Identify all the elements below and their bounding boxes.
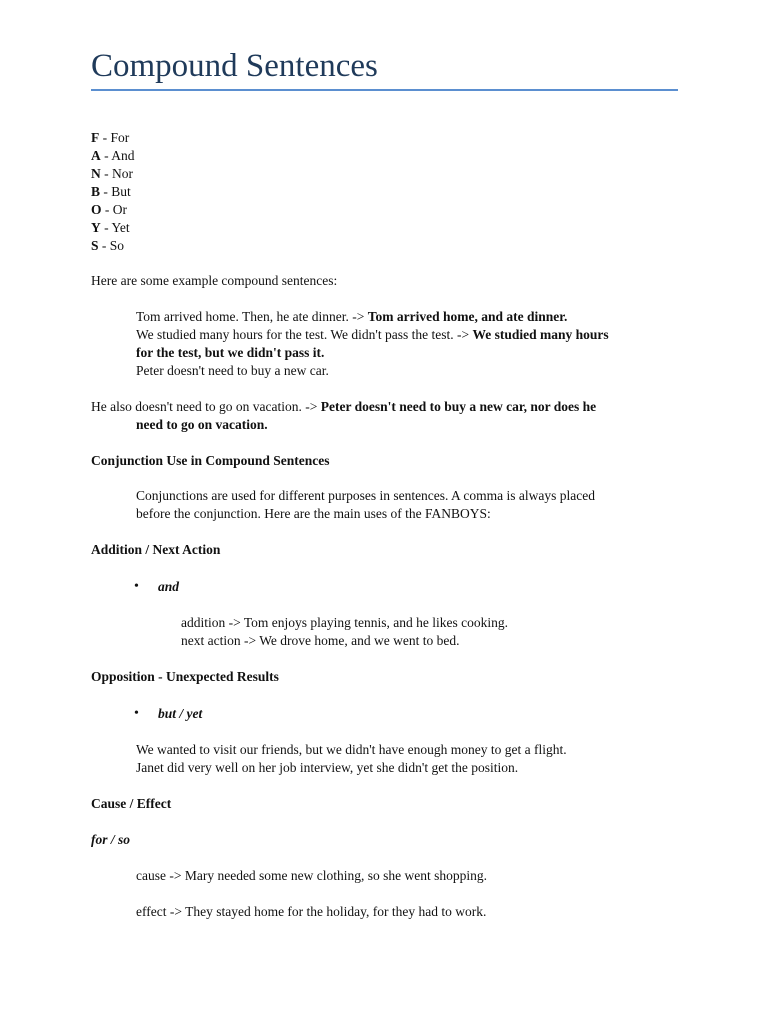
example-combined: We studied many hours [472, 327, 609, 342]
section-heading: Conjunction Use in Compound Sentences [91, 453, 330, 468]
section-heading: Opposition - Unexpected Results [91, 669, 279, 684]
example-sentence [136, 308, 567, 326]
example-combined: Tom arrived home, and ate dinner. [367, 309, 568, 324]
title-underline [91, 89, 678, 91]
fanboys-item [91, 165, 133, 183]
example-combined: need to go on vacation. [136, 417, 268, 432]
fanboys-letter: B [91, 184, 101, 199]
example-sentence [136, 326, 609, 344]
fanboys-item [91, 129, 129, 147]
example-plain: Tom arrived home. Then, he ate dinner. -> [136, 309, 368, 324]
fanboys-word: - And [100, 148, 135, 163]
example-line: addition -> Tom enjoys playing tennis, and he likes cooking. [181, 615, 508, 630]
fanboys-item [91, 219, 130, 237]
fanboys-item [91, 147, 135, 165]
example-line: effect -> They stayed home for the holiday, for they had to work. [136, 904, 487, 919]
fanboys-letter: O [91, 202, 102, 217]
fanboys-letter: N [91, 166, 101, 181]
fanboys-letter: Y [91, 220, 101, 235]
bullet-icon: • [134, 706, 139, 721]
example-line: cause -> Mary needed some new clothing, so she went shopping. [136, 868, 488, 883]
section-heading: Addition / Next Action [91, 542, 221, 557]
fanboys-word: - Or [101, 202, 128, 217]
fanboys-word: - Nor [100, 166, 133, 181]
example-sentence [91, 398, 596, 416]
paragraph-line: Conjunctions are used for different purposes in sentences. A comma is always placed [136, 488, 596, 503]
example-plain: He also doesn't need to go on vacation. -> [91, 399, 321, 414]
fanboys-word: - Yet [100, 220, 130, 235]
example-line: next action -> We drove home, and we went to bed. [181, 633, 460, 648]
conjunction-label: for / so [91, 832, 131, 847]
page-title: Compound Sentences [91, 48, 378, 84]
bullet-label: but / yet [158, 706, 203, 721]
fanboys-item [91, 201, 127, 219]
fanboys-letter: F [91, 130, 100, 145]
example-continuation [136, 416, 268, 434]
fanboys-item [91, 237, 124, 255]
fanboys-letter: A [91, 148, 101, 163]
section-heading: Cause / Effect [91, 796, 172, 811]
example-combined: for the test, but we didn't pass it. [136, 345, 325, 360]
fanboys-letter: S [91, 238, 99, 253]
example-combined: Peter doesn't need to buy a new car, nor does he [320, 399, 597, 414]
example-line: We wanted to visit our friends, but we didn't have enough money to get a flight. [136, 742, 567, 757]
example-sentence: Peter doesn't need to buy a new car. [136, 363, 329, 378]
fanboys-word: - For [99, 130, 130, 145]
example-line: Janet did very well on her job interview, yet she didn't get the position. [136, 760, 519, 775]
bullet-label: and [158, 579, 180, 594]
bullet-icon: • [134, 579, 139, 594]
intro-text: Here are some example compound sentences: [91, 273, 338, 288]
example-continuation [136, 344, 324, 362]
example-plain: We studied many hours for the test. We didn't pass the test. -> [136, 327, 473, 342]
fanboys-word: - So [98, 238, 125, 253]
fanboys-item [91, 183, 131, 201]
fanboys-word: - But [100, 184, 131, 199]
paragraph-line: before the conjunction. Here are the main uses of the FANBOYS: [136, 506, 491, 521]
